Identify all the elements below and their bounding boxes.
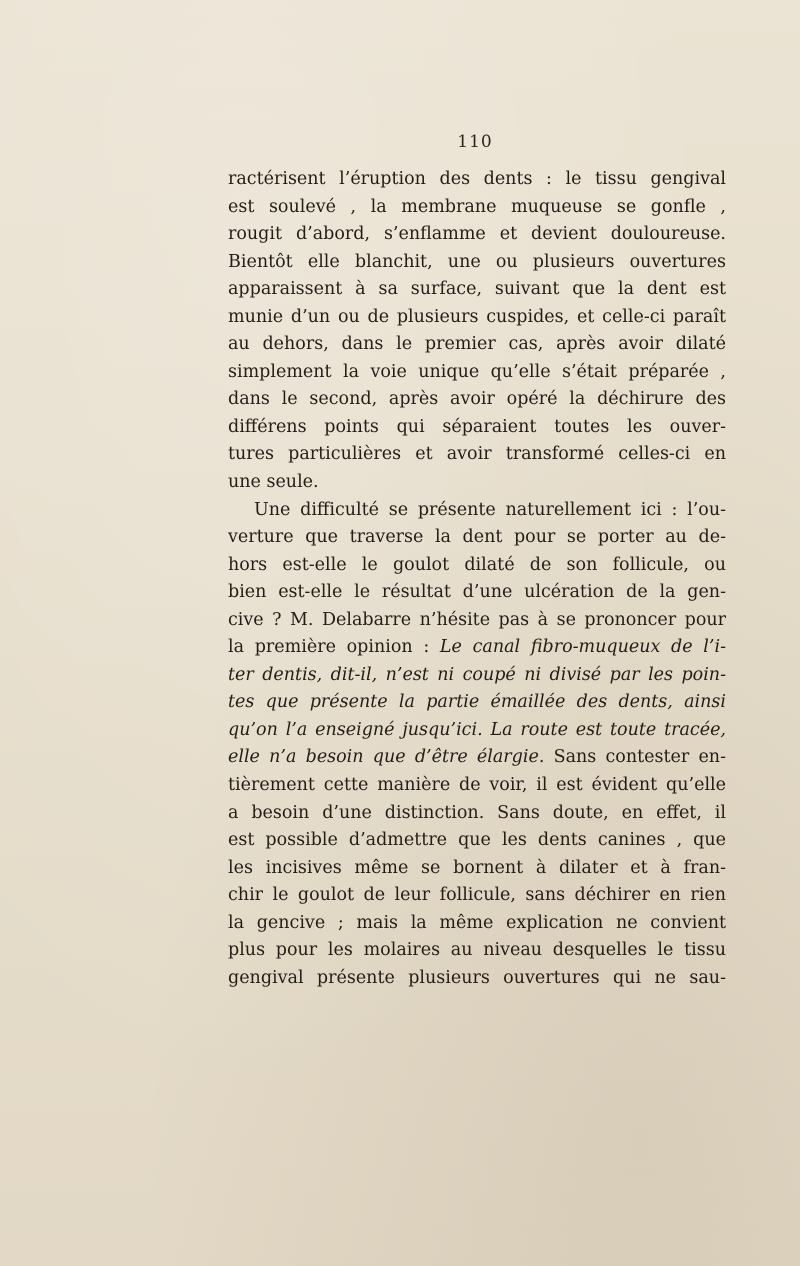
text-line xyxy=(228,552,726,580)
text-line xyxy=(228,359,726,387)
italic-text: Le canal fibro-muqueux de l’i- xyxy=(439,637,726,658)
text-segment: cive ? M. Delabarre n’hésite pas à se prononcer pour xyxy=(228,609,726,630)
text-segment: tures particulières et avoir transformé celles-ci en xyxy=(228,444,726,465)
text-segment: bien est-elle le résultat d’une ulcération de la gen- xyxy=(228,582,726,603)
text-line xyxy=(228,524,726,552)
text-segment: la gencive ; mais la même explication ne convient xyxy=(228,912,726,933)
text-line xyxy=(228,194,726,222)
text-line xyxy=(228,744,726,772)
text-line xyxy=(228,855,726,883)
text-segment: Une difficulté se présente naturellement ici : l’ou- xyxy=(254,499,726,520)
text-line xyxy=(228,166,726,194)
text-line xyxy=(228,800,726,828)
text-segment: est possible d’admettre que les dents canines , que xyxy=(228,830,726,851)
italic-text: tes que présente la partie émaillée des dents, ainsi xyxy=(228,692,726,713)
body-text xyxy=(228,166,726,992)
text-line xyxy=(228,772,726,800)
text-segment: Sans contester en- xyxy=(544,747,726,768)
text-line xyxy=(228,276,726,304)
text-line xyxy=(228,937,726,965)
page-number: 110 xyxy=(457,132,493,152)
text-segment: dans le second, après avoir opéré la déchirure des xyxy=(228,389,726,410)
text-line xyxy=(228,634,726,662)
text-segment: les incisives même se bornent à dilater et à fran- xyxy=(228,857,726,878)
text-line xyxy=(228,414,726,442)
text-segment: rougit d’abord, s’enflamme et devient douloureuse. xyxy=(228,224,726,245)
text-line xyxy=(228,441,726,469)
text-line xyxy=(228,469,726,497)
italic-text: qu’on l’a enseigné jusqu’ici. La route est toute tracée, xyxy=(228,719,726,740)
text-segment: plus pour les molaires au niveau desquelles le tissu xyxy=(228,940,726,961)
text-segment: une seule. xyxy=(228,472,319,493)
text-segment: a besoin d’une distinction. Sans doute, en effet, il xyxy=(228,802,726,823)
text-segment: apparaissent à sa surface, suivant que la dent est xyxy=(228,279,726,300)
text-segment: est soulevé , la membrane muqueuse se gonfle , xyxy=(228,196,726,217)
text-segment: la première opinion : xyxy=(228,637,440,658)
text-line xyxy=(228,910,726,938)
text-segment: gengival présente plusieurs ouvertures qui ne sau- xyxy=(228,967,726,988)
text-line xyxy=(228,607,726,635)
text-segment: au dehors, dans le premier cas, après avoir dilaté xyxy=(228,334,726,355)
text-segment: différens points qui séparaient toutes les ouver- xyxy=(228,416,726,437)
italic-text: ter dentis, dit-il, n’est ni coupé ni divisé par les poin- xyxy=(228,664,726,685)
italic-text: elle n’a besoin que d’être élargie. xyxy=(228,747,545,768)
text-line xyxy=(228,717,726,745)
text-segment: verture que traverse la dent pour se porter au de- xyxy=(228,527,726,548)
text-line xyxy=(228,662,726,690)
text-line xyxy=(228,221,726,249)
text-line xyxy=(228,497,726,525)
text-line xyxy=(228,579,726,607)
text-line xyxy=(228,249,726,277)
text-line xyxy=(228,689,726,717)
text-segment: munie d’un ou de plusieurs cuspides, et celle-ci paraît xyxy=(228,306,726,327)
text-line xyxy=(228,331,726,359)
text-segment: simplement la voie unique qu’elle s’était préparée , xyxy=(228,361,726,382)
text-segment: tièrement cette manière de voir, il est évident qu’elle xyxy=(228,775,726,796)
text-line xyxy=(228,386,726,414)
text-segment: ractérisent l’éruption des dents : le tissu gengival xyxy=(228,169,726,189)
text-segment: Bientôt elle blanchit, une ou plusieurs ouvertures xyxy=(228,251,726,272)
text-segment: hors est-elle le goulot dilaté de son follicule, ou xyxy=(228,554,726,575)
text-line xyxy=(228,827,726,855)
text-line xyxy=(228,304,726,332)
text-line xyxy=(228,965,726,993)
text-segment: chir le goulot de leur follicule, sans déchirer en rien xyxy=(228,885,726,906)
text-line xyxy=(228,882,726,910)
